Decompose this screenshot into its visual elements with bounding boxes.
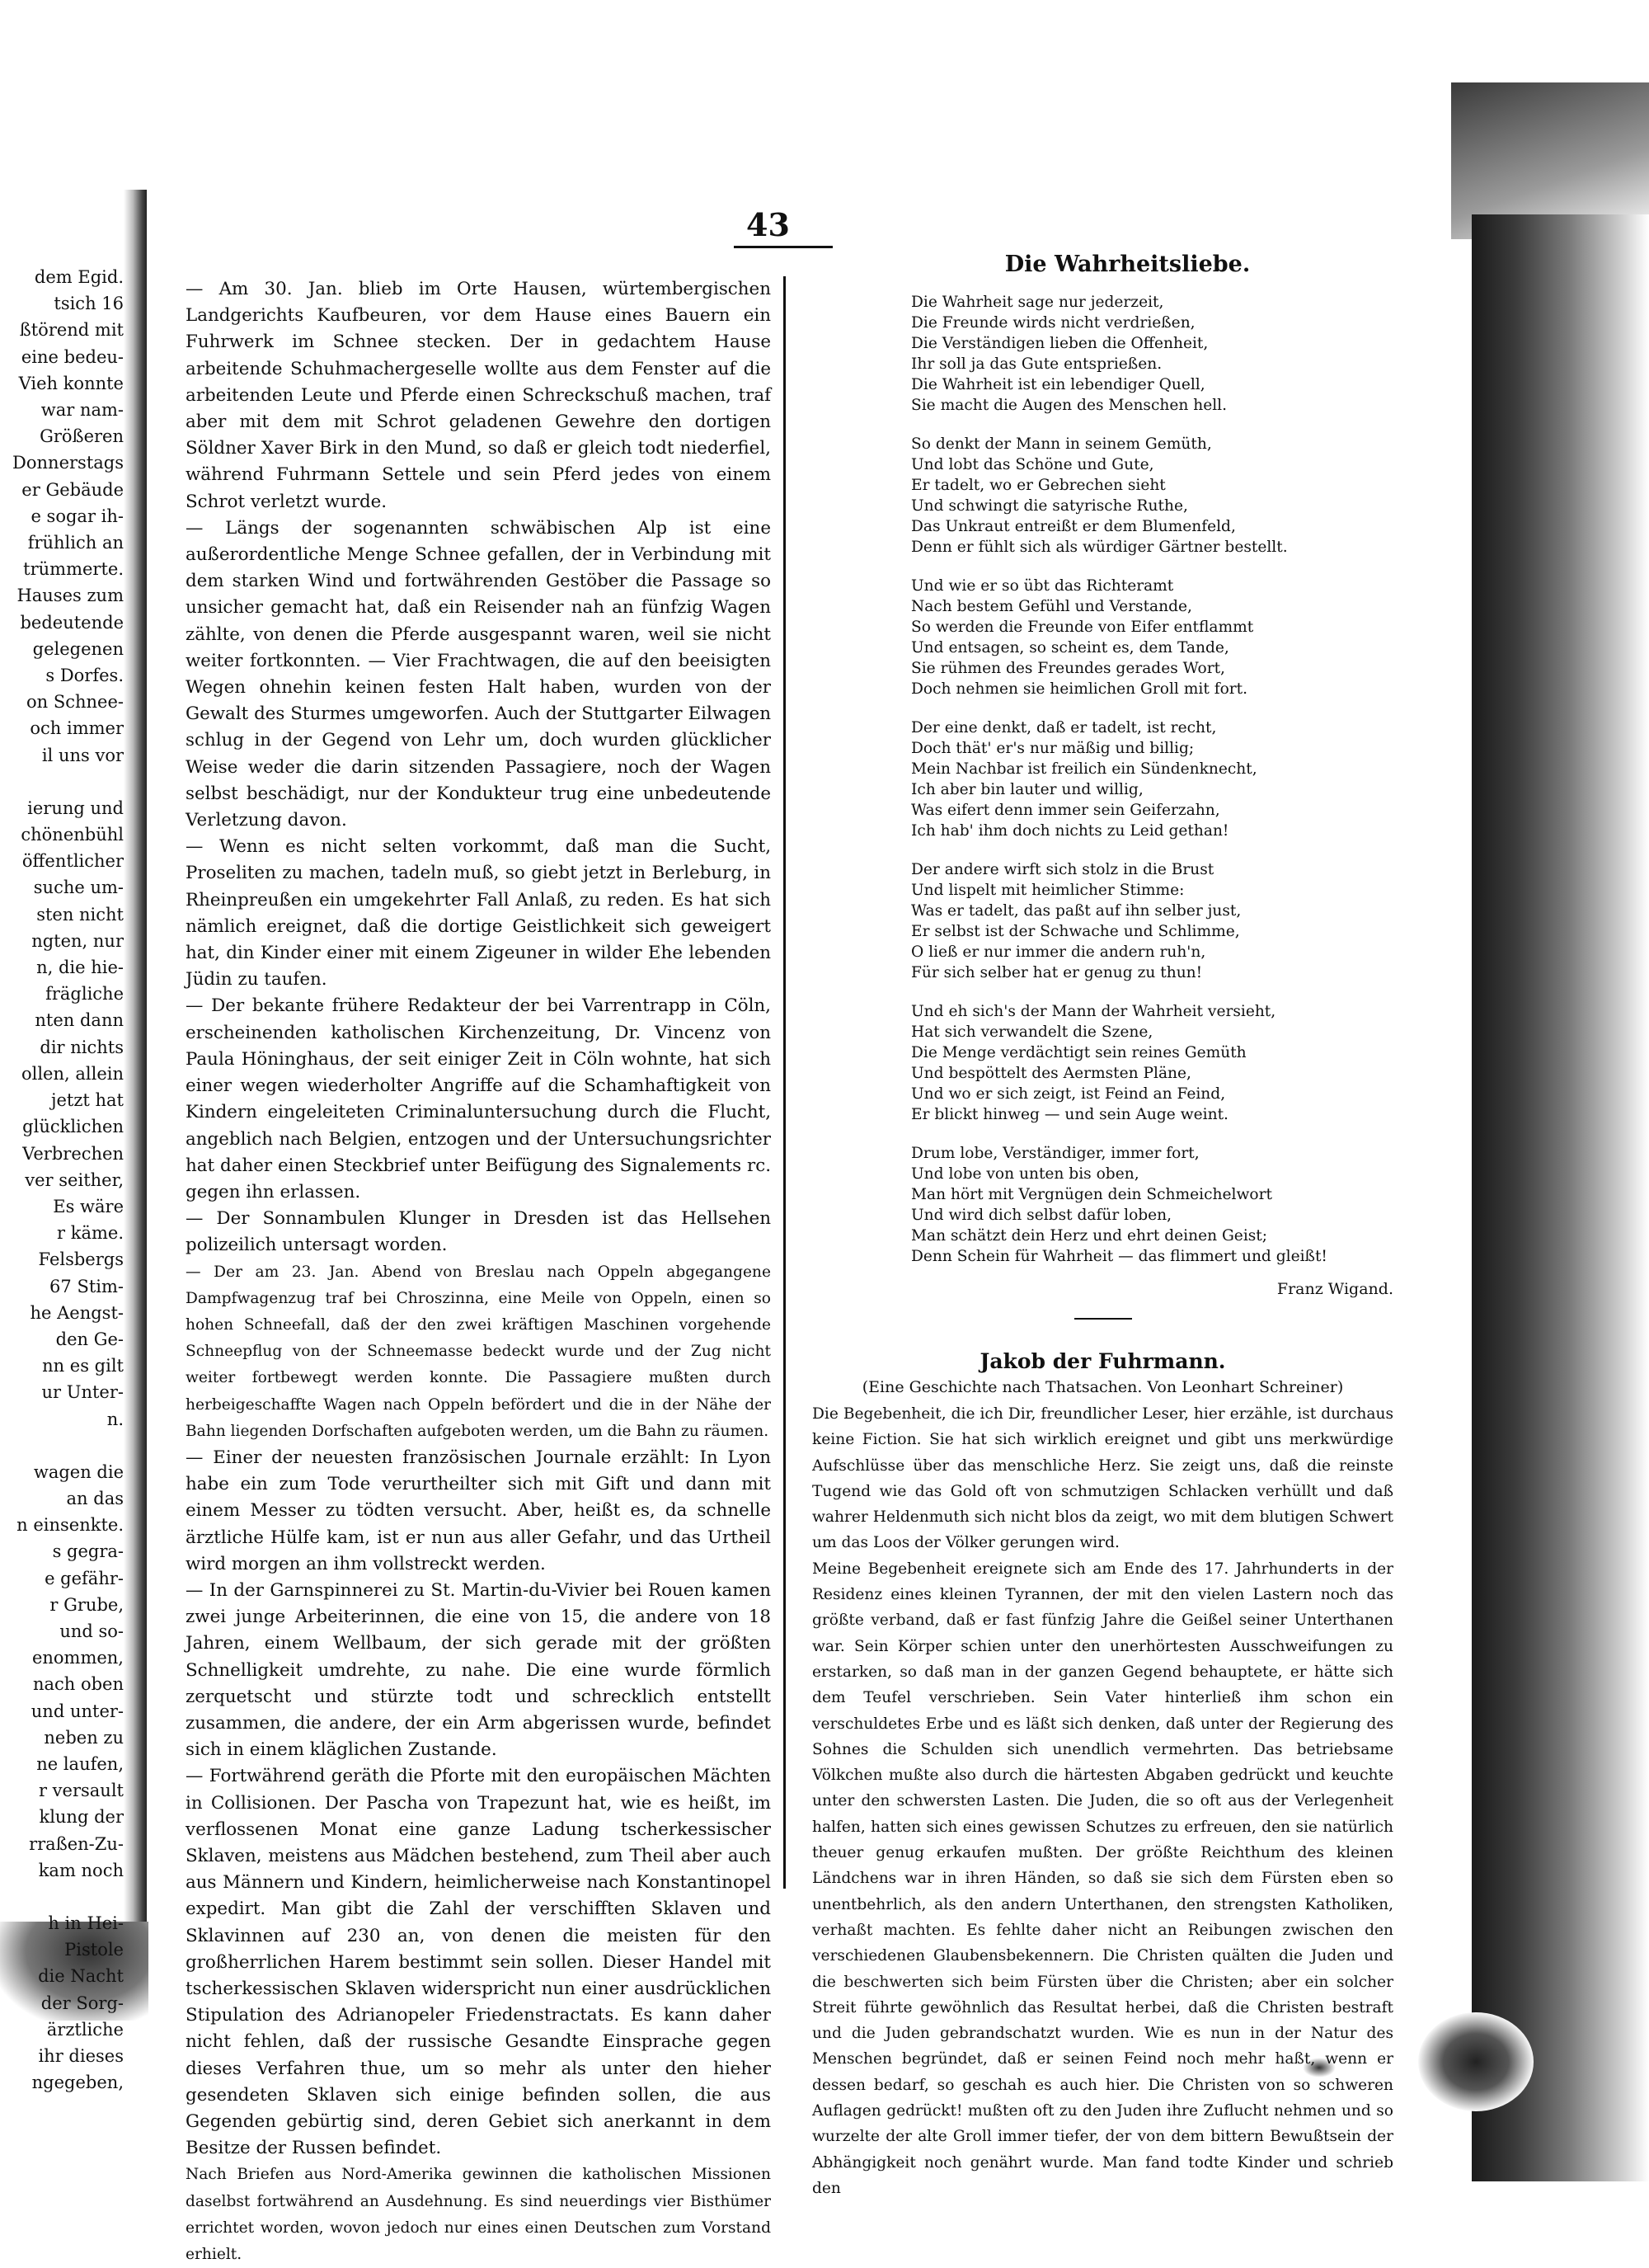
poem-line: O ließ er nur immer die andern ruh'n, [911, 943, 1206, 961]
poem-line: Drum lobe, Verständiger, immer fort, [911, 1145, 1200, 1162]
poem-stanza [911, 718, 1393, 841]
poem-stanza [911, 576, 1393, 699]
poem-line: Doch thät' er's nur mäßig und billig; [911, 740, 1195, 757]
poem-line: Für sich selber hat er genug zu thun! [911, 964, 1203, 981]
poem-line: Doch nehmen sie heimlichen Groll mit fort. [911, 680, 1248, 698]
news-item: — Der bekante frühere Redakteur der bei Varrentrapp in Cöln, erscheinenden katholischen Kirchenzeitung, Dr. Vincenz von Paula Höninghaus, der seit einiger Zeit in Cöln wohnte, hat sich einer wegen wiederholter Angriffe auf die Schamhaftigkeit von Kindern eingeleiteten Criminaluntersuchung durch die Flucht, angeblich nach Belgien, entzogen und der Untersuchungsrichter hat daher einen Steckbrief unter Beifügung des Signalements rc. gegen ihn erlassen. [186, 995, 771, 1202]
poem-line: Was eifert denn immer sein Geiferzahn, [911, 802, 1220, 819]
fragment-line: r versault [38, 1781, 124, 1801]
fragment-line: ur Unter- [41, 1382, 124, 1403]
fragment-line: glücklichen [22, 1117, 124, 1137]
fragment-line: den Ge- [55, 1329, 124, 1349]
fragment-line: 67 Stim- [49, 1276, 124, 1296]
poem-stanza [911, 859, 1393, 983]
fragment-line: dem Egid. [34, 267, 124, 287]
poem-line: Und bespöttelt des Aermsten Pläne, [911, 1065, 1191, 1082]
story-subtitle: (Eine Geschichte nach Thatsachen. Von Leonhart Schreiner) [862, 1378, 1344, 1396]
poem-title: Die Wahrheitsliebe. [1004, 252, 1251, 277]
story-paragraph: Die Begebenheit, die ich Dir, freundlicher Leser, hier erzähle, ist durchaus keine Fiction. Sie hat sich wirklich ereignet und gibt uns merkwürdige Aufschlüsse über das menschliche Herz. Sie zeigt uns, daß die reinste Tugend wie das Gold oft von schmutzigen Schlacken verhüllt und daß wahrer Heldenmuth sich nicht blos da zeigt, wo mit dem blutigen Schwert um das Loos der Völker gerungen wird. [812, 1405, 1393, 1552]
fragment-line: nn es gilt [42, 1356, 124, 1376]
fragment-line: tsich 16 [54, 294, 124, 314]
fragment-line: n, die hie- [36, 958, 124, 978]
fragment-line: der Sorg- [40, 1993, 124, 2013]
poem-line: So werden die Freunde von Eifer entflammt [911, 619, 1254, 636]
poem-line: Die Wahrheit sage nur jederzeit, [911, 294, 1164, 311]
poem-line: Er tadelt, wo er Gebrechen sieht [911, 477, 1166, 494]
fragment-line: ngegeben, [31, 2073, 124, 2093]
poem-line: Man schätzt dein Herz und ehrt deinen Geist; [911, 1227, 1268, 1245]
fragment-line: e gefähr- [45, 1568, 124, 1588]
fragment-line: ne laufen, [36, 1753, 124, 1774]
poem-line: Und schwingt die satyrische Ruthe, [911, 497, 1188, 515]
page-number: 43 [746, 206, 790, 243]
poem-line: Und eh sich's der Mann der Wahrheit versieht, [911, 1003, 1276, 1020]
fragment-line: Es wäre [53, 1196, 124, 1216]
fragment-line: ihr dieses [38, 2046, 124, 2066]
poem-line: Und lobt das Schöne und Gute, [911, 456, 1154, 473]
fragment-line: die Nacht [38, 1966, 124, 1987]
poem-line: Die Menge verdächtigt sein reines Gemüth [911, 1044, 1247, 1061]
poem-line: Nach bestem Gefühl und Verstande, [911, 598, 1192, 615]
fragment-line: e sogar ih- [31, 506, 124, 526]
fragment-line: dir nichts [40, 1037, 124, 1057]
news-item: — Der am 23. Jan. Abend von Breslau nach Oppeln abgegangene Dampfwagenzug traf bei Chroszinna, eine Meile von Oppeln, einen so hohen Schneefall, daß der den zwei kräftigen Maschinen vorgehende Schneepflug von der Schneemasse bedeckt wurde und der Zug nicht weiter fortbewegt werden konnte. Die Passagiere mußten durch herbeigeschaffte Wagen nach Oppeln befördert und die in der Nähe der Bahn liegenden Dorfschaften aufgeboten werden, um die Bahn zu räumen. [186, 1263, 771, 1440]
fragment-line: trümmerte. [23, 559, 124, 580]
page-edge-shadow-right [1472, 214, 1649, 2181]
fragment-line: och immer [30, 718, 124, 739]
poem-line: Und entsagen, so scheint es, dem Tande, [911, 639, 1229, 656]
news-item: — In der Garnspinnerei zu St. Martin-du-Vivier bei Rouen kamen zwei junge Arbeiterinnen, die eine von 15, die andere von 18 Jahren, einem Wellbaum, der sich gerade mit der größten Schnelligkeit umdrehte, zu nahe. Die eine wurde förmlich zerquetscht und stürzte todt und schrecklich entstellt zusammen, die andere, der ein Arm abgerissen wurde, befindet sich in einem kläglichen Zustande. [186, 1579, 771, 1761]
fragment-line: kam noch [38, 1860, 124, 1880]
fragment-line: öffentlicher [21, 851, 124, 872]
fragment-line: ver seither, [25, 1169, 124, 1190]
story-paragraph: Meine Begebenheit ereignete sich am Ende des 17. Jahrhunderts in der Residenz eines kleinen Tyrannen, der mit den vielen Lastern noch das größte verband, daß er fast fünfzig Jahre die Geißel seiner Unterthanen war. Sein Körper schien unter den unerhörtesten Ausschweifungen zu erstarken, so daß man in der ganzen Gegend behauptete, er hätte sich dem Teufel verschrieben. Sein Vater hinterließ ihm schon ein verschuldetes Erbe und es läßt sich denken, daß unter der Regierung des Sohnes die Schulden sich unendlich vermehrten. Das betriebsame Völkchen mußte also durch die härtesten Abgaben gedrückt und keuchte unter den schwersten Lasten. Die Juden, die so oft aus der Verlegenheit halfen, hatten sich eines gewissen Schutzes zu erfreuen, den sie natürlich theuer genug erkaufen mußten. Der größte Reichthum des kleinen Ländchens war in ihren Händen, so daß sie sich dem Fürsten eben so unentbehrlich, als den andern Unterthanen, den strengsten Katholiken, verhaßt machten. Es fehlte daher nicht an Reibungen zwischen den verschiedenen Glaubensbekennern. Die Christen quälten die Juden und die beschwerten sich beim Fürsten über die Christen; aber ein solcher Streit führte gewöhnlich das Resultat herbei, daß die Christen bestraft und die Juden gebrandschatzt wurden. Wie es nun in der Natur des Menschen begründet, daß er seinen Feind noch mehr haßt, wenn er dessen bedarf, so geschah es auch hier. Die Christen von so schweren Auflagen gedrückt! mußten oft zu den Juden ihre Zuflucht nehmen und so wurzelte der alte Groll immer tiefer, der von dem bittern Bewußtsein der Abhängigkeit noch genährt wurde. Man fand todte Kinder und schrieb den [812, 1560, 1393, 2197]
poem-line: Und wie er so übt das Richteramt [911, 577, 1174, 595]
poem-author: Franz Wigand. [1276, 1280, 1393, 1298]
poem-line: Und wo er sich zeigt, ist Feind an Feind, [911, 1085, 1226, 1103]
fragment-line: frägliche [45, 984, 124, 1005]
fragment-line: gelegenen [32, 638, 124, 659]
fragment-line: he Aengst- [30, 1302, 124, 1323]
fragment-line: sten nicht [36, 904, 124, 925]
fragment-line: jetzt hat [50, 1090, 124, 1111]
fragment-line: und so- [59, 1621, 124, 1641]
ink-blot [1418, 2012, 1534, 2111]
poem-line: Die Wahrheit ist ein lebendiger Quell, [911, 376, 1205, 393]
poem-line: Denn er fühlt sich als würdiger Gärtner bestellt. [911, 539, 1288, 556]
fragment-line: rraßen-Zu- [29, 1833, 124, 1854]
poem-line: Der eine denkt, daß er tadelt, ist recht, [911, 719, 1217, 736]
fragment-line: ärztliche [46, 2019, 124, 2040]
poem-line: Sie macht die Augen des Menschen hell. [911, 397, 1228, 414]
fragment-line: klung der [39, 1807, 124, 1828]
fragment-line: Felsbergs [38, 1249, 124, 1270]
poem-line: Die Verständigen lieben die Offenheit, [911, 335, 1209, 352]
poem-line: Hat sich verwandelt die Szene, [911, 1023, 1153, 1041]
poem-stanza [911, 1001, 1393, 1125]
poem-stanza [911, 1143, 1393, 1267]
fragment-line: Hauses zum [16, 586, 124, 606]
poem-line: Sie rühmen des Freundes gerades Wort, [911, 660, 1225, 677]
fragment-line: r Grube, [49, 1594, 124, 1615]
fragment-line: Größeren [40, 426, 124, 447]
poem-line: Und lobe von unten bis oben, [911, 1165, 1139, 1183]
fragment-line: r käme. [57, 1223, 124, 1244]
fragment-line: il uns vor [41, 745, 124, 765]
fragment-line: s Dorfes. [45, 666, 124, 686]
poem-line: Mein Nachbar ist freilich ein Sündenknecht, [911, 760, 1257, 778]
fragment-line: war nam- [40, 400, 124, 421]
poem-line: Was er tadelt, das paßt auf ihn selber just, [911, 902, 1242, 920]
fragment-line: enommen, [31, 1648, 124, 1668]
poem-line: Und wird dich selbst dafür loben, [911, 1207, 1172, 1224]
fragment-line: ngten, nur [31, 930, 124, 951]
poem-stanza [911, 292, 1393, 416]
news-item: — Am 30. Jan. blieb im Orte Hausen, würtembergischen Landgerichts Kaufbeuren, vor dem Hause eines Bauern ein Fuhrwerk im Schnee stecken. Der in gedachtem Hause arbeitende Schuhmachergeselle wollte aus dem Fenster auf die arbeitenden Leute und Pferde einen Schreckschuß machen, traf aber mit dem mit Schrot geladenen Gewehre den dortigen Söldner Xaver Birk in den Mund, so daß er gleich todt niederfiel, während Fuhrmann Settele und sein Pferd jedes von einem Schrot verletzt wurde. [186, 279, 771, 512]
fragment-line: ollen, allein [21, 1063, 124, 1084]
fragment-line: nten dann [35, 1010, 124, 1031]
fragment-line: frühlich an [27, 533, 124, 553]
poem-line: Ich hab' ihm doch nichts zu Leid gethan! [911, 822, 1229, 840]
poem-line: So denkt der Mann in seinem Gemüth, [911, 435, 1212, 453]
poem-line: Denn Schein für Wahrheit — das flimmert und gleißt! [911, 1248, 1327, 1265]
news-item: — Längs der sogenannten schwäbischen Alp ist eine außerordentliche Menge Schnee gefallen, der in Verbindung mit dem starken Wind und fortwährenden Gestöber die Passage so unsicher gemacht hat, daß ein Reisender nah an fünfzig Wagen zählte, von denen die Pferde ausgespannt waren, weil sie nicht weiter fortkonnten. — Vier Frachtwagen, die auf den beeisigten Wegen ohnehin keinen festen Halt haben, wurden von der Gewalt des Sturmes umgeworfen. Auch der Stuttgarter Eilwagen schlug in der Gegend von Lehr um, doch wurden glücklicher Weise weder die darin sitzenden Passagiere, noch der Wagen selbst beschädigt, nur der Kondukteur trug eine unbedeutende Verletzung davon. [186, 517, 771, 831]
poem-line: Er selbst ist der Schwache und Schlimme, [911, 923, 1240, 940]
poem-line: Er blickt hinweg — und sein Auge weint. [911, 1106, 1229, 1123]
fragment-line: wagen die [33, 1461, 124, 1482]
story-title: Jakob der Fuhrmann. [980, 1349, 1226, 1373]
fragment-line: h in Hei- [48, 1913, 124, 1933]
news-item: — Einer der neuesten französischen Journale erzählt: In Lyon habe ein zum Tode verurtheilter sich mit Gift und dann mit einem Messer zu tödten versucht. Aber, heißt es, da schnelle ärztliche Hülfe kam, ist er nun aus aller Gefahr, und das Urtheil wird morgen an ihm vollstreckt werden. [186, 1447, 771, 1574]
fragment-line: on Schnee- [26, 692, 124, 713]
fragment-line: n einsenkte. [16, 1515, 124, 1536]
literary-column [812, 252, 1393, 2201]
poem-line: Der andere wirft sich stolz in die Brust [911, 861, 1214, 878]
section-separator [1074, 1318, 1132, 1320]
fragment-line: er Gebäude [21, 479, 124, 500]
news-column [186, 276, 771, 2268]
fragment-line: eine bedeu- [21, 346, 124, 367]
fragment-line: ßtörend mit [19, 320, 124, 341]
poem-line: Die Freunde wirds nicht verdrießen, [911, 314, 1196, 332]
fragment-line: chönenbühl [21, 825, 124, 845]
fragment-line: nach oben [32, 1674, 124, 1695]
poem-line: Ihr soll ja das Gute entsprießen. [911, 355, 1163, 373]
previous-page-fragment [0, 264, 124, 2096]
fragment-line: Donnerstags [12, 453, 124, 473]
fragment-line: an das [66, 1488, 124, 1508]
news-item: — Wenn es nicht selten vorkommt, daß man die Sucht, Proseliten zu machen, tadeln muß, so giebt jetzt in Berleburg, in Rheinpreußen ein umgekehrter Fall Anlaß, zu reden. Es hat sich nämlich ereignet, daß die dortige Geistlichkeit sich geweigert hat, din Kinder einer mit einem Zigeuner in wilder Ehe lebenden Jüdin zu taufen. [186, 836, 771, 990]
news-item: — Der Sonnambulen Klunger in Dresden ist das Hellsehen polizeilich untersagt worden. [186, 1208, 771, 1256]
poem-line: Man hört mit Vergnügen dein Schmeichelwort [911, 1186, 1272, 1203]
fragment-line: Pistole [64, 1940, 124, 1960]
news-item: Nach Briefen aus Nord-Amerika gewinnen die katholischen Missionen daselbst fortwährend an Ausdehnung. Es sind neuerdings vier Bisthümer errichtet worden, wovon jedoch nur eines einen Deutschen zum Vorstand erhielt. [186, 2166, 771, 2264]
book-spine-gutter [124, 190, 147, 1955]
fragment-line: bedeutende [20, 612, 124, 633]
fragment-line: Verbrechen [22, 1143, 124, 1164]
poem-stanza [911, 434, 1393, 558]
poem-line: Und lispelt mit heimlicher Stimme: [911, 882, 1185, 899]
news-item: — Fortwährend geräth die Pforte mit den europäischen Mächten in Collisionen. Der Pascha von Trapezunt hat, wie es heißt, im verflossenen Monat eine ganze Ladung tscherkessischer Sklaven, meistens aus Mädchen bestehend, zum Theil aber auch aus Männern und Kindern, heimlicherweise nach Konstantinopel expedirt. Man gibt die Zahl der verschifften Sklaven und Sklavinnen auf 230 an, von denen die meisten für den großherrlichen Harem bestimmt sein sollen. Dieser Handel mit tscherkessischen Sklaven widerspricht nun einer ausdrücklichen Stipulation des Adrianopeler Friedenstractats. Es kann daher nicht fehlen, daß der russische Gesandte Einsprache gegen dieses Verfahren thue, um so mehr als unter den hieher gesendeten Sklaven sich einige befinden sollen, die aus Gegenden gebürtig sind, deren Gebiet sich anerkannt in dem Besitze der Russen befindet. [186, 1766, 771, 2159]
fragment-line: s gegra- [52, 1541, 124, 1562]
fragment-line: ierung und [27, 798, 124, 818]
page-number-rule [734, 246, 833, 248]
fragment-line: Vieh konnte [18, 373, 124, 393]
fragment-line: n. [106, 1409, 124, 1429]
poem-line: Das Unkraut entreißt er dem Blumenfeld, [911, 518, 1236, 535]
poem-line: Ich aber bin lauter und willig, [911, 781, 1144, 798]
column-divider [783, 276, 786, 1889]
fragment-line: und unter- [31, 1701, 124, 1721]
fragment-line: neben zu [44, 1727, 124, 1748]
fragment-line: suche um- [33, 878, 124, 898]
